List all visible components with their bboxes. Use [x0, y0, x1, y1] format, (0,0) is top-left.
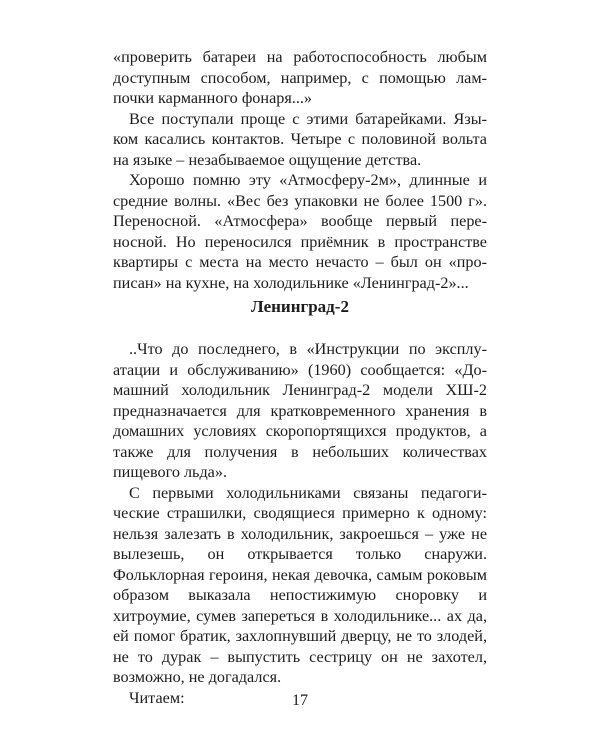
paragraph-reading: Читаем: — [129, 688, 185, 707]
section-heading: Ленинград-2 — [251, 297, 349, 316]
paragraph-battery-tongue: Все поступали проще с этими батарейками. Языком касались контактов. Четыре с половиной вольта на языке – незабываемое ощущение детства. — [113, 109, 487, 169]
paragraph-quote-battery-check: «проверить батареи на работоспособность любым доступным способом, например, с помощью лампочки карманного фонаря...» — [113, 48, 487, 107]
top-text-block — [113, 47, 487, 293]
paragraph-atmosfera-radio: Хорошо помню эту «Атмосферу-2м», длинные и средние волны. «Вес без упаковки не более 1500 г». Переносной. «Атмосфера» вообще первый переносной. Но переносился приёмник в пространстве квартиры с места на место нечасто – был он «прописан» на кухне, на холодильнике «Ленинград-2»... — [113, 171, 487, 292]
paragraph-instruction-quote: ..Что до последнего, в «Инструкции по эксплуатации и обслуживанию» (1960) сообщается: «Домашний холодильник Ленинград-2 модели ХШ-2 предназначается для кратковременного хранения в домашних условиях скоропортящихся продуктов, а также для получения в небольших количествах пищевого льда». — [113, 340, 487, 481]
bottom-text-block — [113, 339, 487, 708]
page-number: 17 — [292, 692, 308, 709]
paragraph-fridge-scary-stories: С первыми холодильниками связаны педагогические страшилки, сводящиеся примерно к одному: нельзя залезать в холодильник, закроешься – уже не вылезешь, он открывается только снаружи. Фольклорная героиня, некая девочка, самым роковым образом выказала непостижимую сноровку и хитроумие, сумев запереться в холодильнике... ах да, ей помог братик, захлопнувший дверцу, не то злодей, не то дурак – выпустить сестрицу он не захотел, возможно, не догадался. — [113, 483, 487, 686]
